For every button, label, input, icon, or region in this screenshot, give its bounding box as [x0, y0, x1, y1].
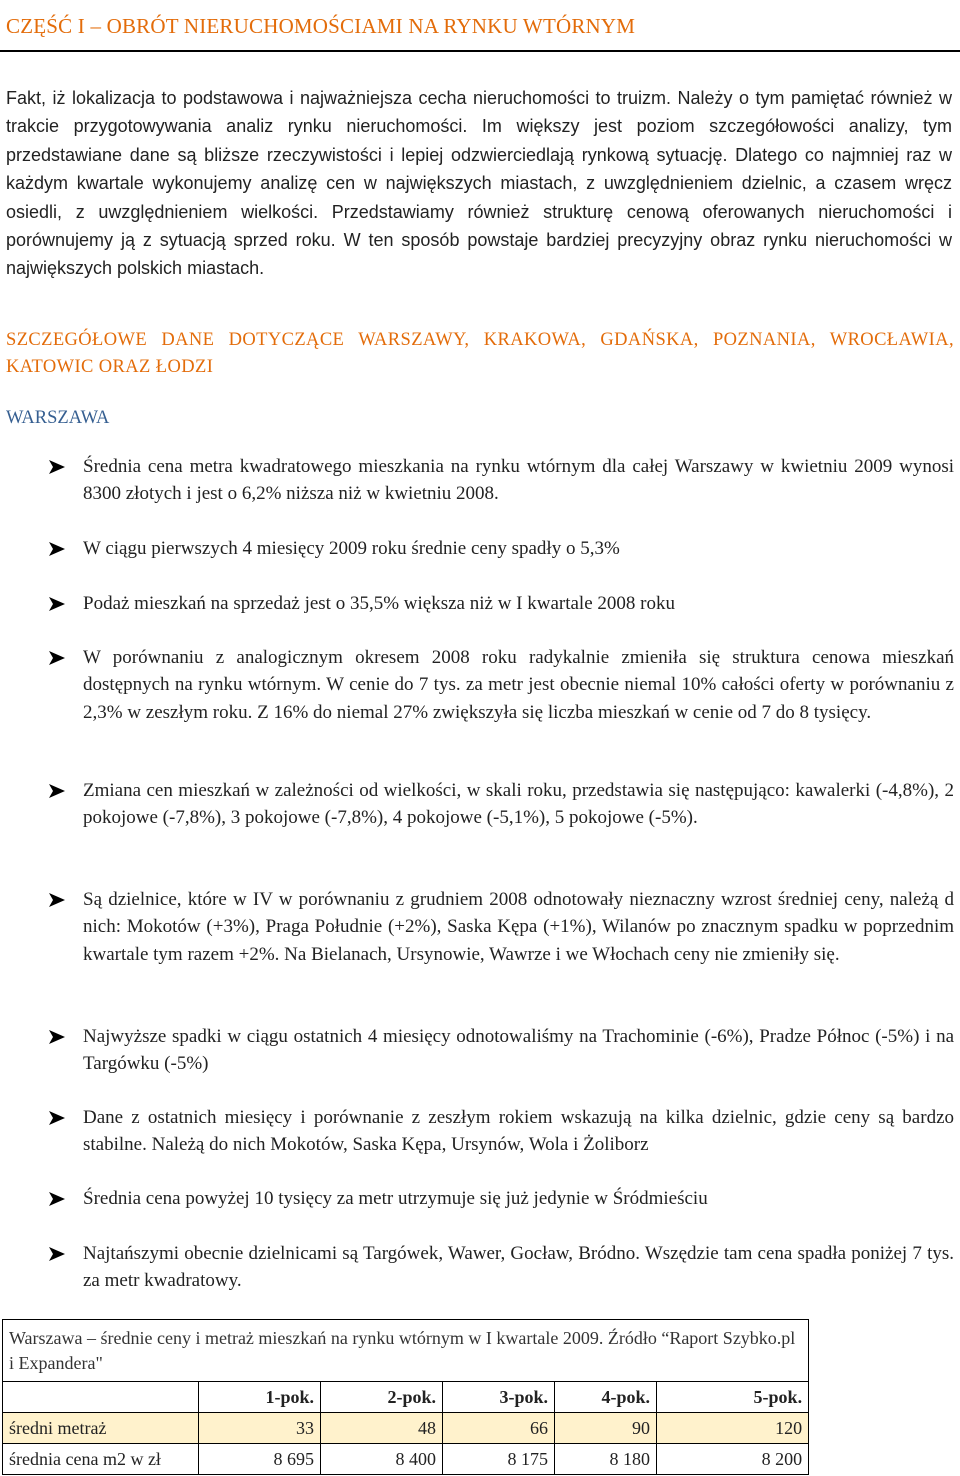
column-header: 2-pok.: [321, 1382, 443, 1413]
table-caption: Warszawa – średnie ceny i metraż mieszkań na rynku wtórnym w I kwartale 2009. Źródło “Raport Szybko.pl i Expandera": [3, 1320, 809, 1382]
table-row: [3, 1413, 809, 1444]
column-header: 3-pok.: [443, 1382, 555, 1413]
section-heading: SZCZEGÓŁOWE DANE DOTYCZĄCE WARSZAWY, KRAKOWA, GDAŃSKA, POZNANIA, WROCŁAWIA, KATOWIC ORAZ ŁODZI: [6, 330, 954, 377]
bullet-text: Zmiana cen mieszkań w zależności od wielkości, w skali roku, przedstawia się następująco: kawalerki (-4,8%), 2 pokojowe (-7,8%), 3 pokojowe (-7,8%), 4 pokojowe (-5,1%), 5 pokojowe (-5%).: [83, 780, 954, 829]
title-divider: [0, 50, 960, 52]
table-cell: 8 200: [657, 1444, 809, 1475]
bullet-text: Najwyższe spadki w ciągu ostatnich 4 miesięcy odnotowaliśmy na Trachominie (-6%), Pradze Północ (-5%) i na Targówku (-5%): [83, 1026, 954, 1075]
bullet-text: W ciągu pierwszych 4 miesięcy 2009 roku średnie ceny spadły o 5,3%: [83, 538, 620, 559]
city-heading: WARSZAWA: [6, 408, 110, 428]
bullet-item: [46, 1240, 954, 1295]
bullet-item: [46, 886, 954, 968]
column-header: 1-pok.: [199, 1382, 321, 1413]
arrowhead-bullet-icon: [46, 1240, 68, 1267]
bullet-text: Dane z ostatnich miesięcy i porównanie z zeszłym rokiem wskazują na kilka dzielnic, gdzie ceny są bardzo stabilne. Należą do nich Mokotów, Saska Kępa, Ursynów, Wola i Żoliborz: [83, 1107, 954, 1156]
arrowhead-bullet-icon: [46, 535, 68, 562]
table-cell: 8 400: [321, 1444, 443, 1475]
table-cell: 120: [657, 1413, 809, 1444]
table-cell: 48: [321, 1413, 443, 1444]
arrowhead-bullet-icon: [46, 1185, 68, 1212]
bullet-item: [46, 644, 954, 726]
table-caption-row: [3, 1320, 809, 1382]
column-header: 4-pok.: [555, 1382, 657, 1413]
arrowhead-bullet-icon: [46, 590, 68, 617]
bullet-text: Są dzielnice, które w IV w porównaniu z grudniem 2008 odnotowały nieznaczny wzrost średniej ceny, należą d nich: Mokotów (+3%), Praga Południe (+2%), Saska Kępa (+1%), Wilanów po znacznym spadku w poprzednim kwartale tym razem +2%. Na Bielanach, Ursynowie, Wawrze i we Włochach ceny nie zmieniły się.: [83, 889, 954, 965]
bullet-item: [46, 1185, 954, 1212]
bullet-item: [46, 777, 954, 832]
table-header-row: [3, 1382, 809, 1413]
price-table: [2, 1319, 809, 1475]
bullet-item: [46, 1104, 954, 1159]
arrowhead-bullet-icon: [46, 1104, 68, 1131]
bullet-item: [46, 535, 954, 562]
arrowhead-bullet-icon: [46, 777, 68, 804]
bullet-item: [46, 1023, 954, 1078]
table-cell: 8 175: [443, 1444, 555, 1475]
column-header: 5-pok.: [657, 1382, 809, 1413]
table-cell: 8 180: [555, 1444, 657, 1475]
bullet-text: Średnia cena metra kwadratowego mieszkania na rynku wtórnym dla całej Warszawy w kwietniu 2009 wynosi 8300 złotych i jest o 6,2% niższa niż w kwietniu 2008.: [83, 456, 954, 505]
column-header: [3, 1382, 199, 1413]
arrowhead-bullet-icon: [46, 1023, 68, 1050]
bullet-item: [46, 453, 954, 508]
table-row: [3, 1444, 809, 1475]
bullet-text: Najtańszymi obecnie dzielnicami są Targówek, Wawer, Gocław, Bródno. Wszędzie tam cena spadła poniżej 7 tys. za metr kwadratowy.: [83, 1243, 954, 1292]
bullet-text: Podaż mieszkań na sprzedaż jest o 35,5% większa niż w I kwartale 2008 roku: [83, 593, 675, 614]
bullet-item: [46, 590, 954, 617]
intro-paragraph: Fakt, iż lokalizacja to podstawowa i najważniejsza cecha nieruchomości to truizm. Należy o tym pamiętać również w trakcie przygotowywania analiz rynku nieruchomości. Im większy jest poziom szczegółowości analizy, tym przedstawiane dane są bliższe rzeczywistości i lepiej odzwierciedlają rynkową sytuację. Dlatego co najmniej raz w każdym kwartale wykonujemy analizę cen w największych miastach, z uwzględnieniem dzielnic, a czasem wręcz osiedli, z uwzględnieniem wielkości. Przedstawiamy również strukturę cenową oferowanych nieruchomości i porównujemy ją z sytuacją sprzed roku. W ten sposób powstaje bardziej precyzyjny obraz rynku nieruchomości w największych polskich miastach.: [6, 88, 952, 279]
row-label: średni metraż: [3, 1413, 199, 1444]
row-label: średnia cena m2 w zł: [3, 1444, 199, 1475]
table-cell: 8 695: [199, 1444, 321, 1475]
table-cell: 90: [555, 1413, 657, 1444]
bullet-text: W porównaniu z analogicznym okresem 2008 roku radykalnie zmieniła się struktura cenowa mieszkań dostępnych na rynku wtórnym. W cenie do 7 tys. za metr jest obecnie niemal 10% całości oferty w porównaniu z 2,3% w zeszłym roku. Z 16% do niemal 27% zwiększyła się liczba mieszkań w cenie od 7 do 8 tysięcy.: [83, 647, 954, 723]
table-cell: 33: [199, 1413, 321, 1444]
part-title: CZĘŚĆ I – OBRÓT NIERUCHOMOŚCIAMI NA RYNKU WTÓRNYM: [6, 14, 636, 38]
arrowhead-bullet-icon: [46, 886, 68, 913]
bullet-text: Średnia cena powyżej 10 tysięcy za metr utrzymuje się już jedynie w Śródmieściu: [83, 1188, 708, 1209]
arrowhead-bullet-icon: [46, 644, 68, 671]
arrowhead-bullet-icon: [46, 453, 68, 480]
table-cell: 66: [443, 1413, 555, 1444]
